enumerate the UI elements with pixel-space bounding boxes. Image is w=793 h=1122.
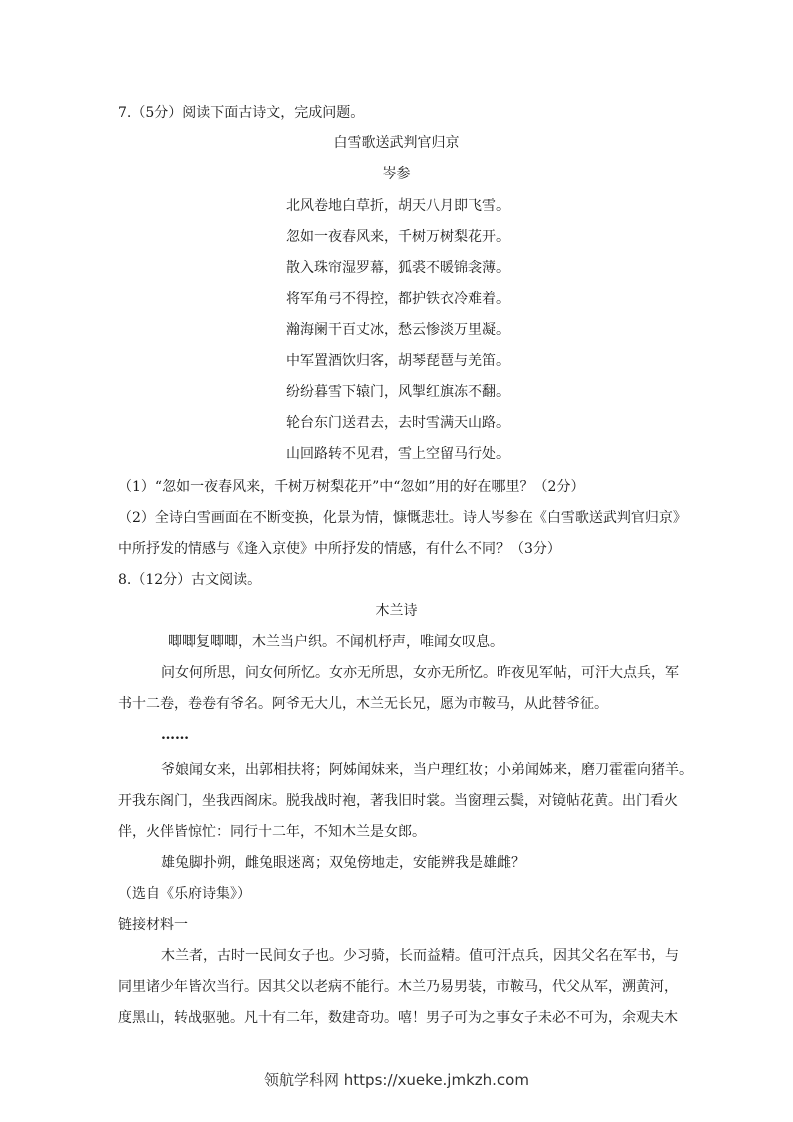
text-paragraph: 唧唧复唧唧，木兰当户织。不闻机杼声，唯闻女叹息。 (168, 634, 504, 650)
ellipsis: …… (161, 727, 189, 743)
poem-line: 轮台东门送君去，去时雪满天山路。 (286, 415, 510, 431)
poem-line: 忽如一夜春风来，千树万树梨花开。 (286, 229, 510, 245)
text-source: （选自《乐府诗集》） (118, 886, 251, 902)
poem-line: 瀚海阑干百丈冰，愁云惨淡万里凝。 (286, 322, 510, 338)
poem-line: 山回路转不见君，雪上空留马行处。 (286, 446, 510, 462)
q7-sub-question-1: （1）“忽如一夜春风来，千树万树梨花开”中“忽如”用的好在哪里？（2分） (118, 479, 585, 495)
poem-line: 中军置酒饮归客，胡琴琵琶与羌笛。 (286, 353, 510, 369)
poem-line: 纷纷暮雪下辕门，风掣红旗冻不翻。 (286, 384, 510, 400)
q8-heading: 8.（12分）古文阅读。 (118, 572, 262, 588)
link-material-paragraph-cont: 度黑山，转战驱驰。凡十有二年，数建奇功。嘻！男子可为之事女子未必不可为，余观夫木 (118, 1010, 678, 1026)
footer-watermark: 领航学科网 https://xueke.jmkzh.com (264, 1071, 529, 1089)
text-paragraph: 问女何所思，问女何所忆。女亦无所思，女亦无所忆。昨夜见军帖，可汗大点兵，军 (161, 665, 679, 681)
link-material-paragraph-cont: 同里诸少年皆次当行。因其父以老病不能行。木兰乃易男装，市鞍马，代父从军，溯黄河， (118, 979, 678, 995)
poem-line: 北风卷地白草折，胡天八月即飞雪。 (286, 198, 510, 214)
q7-sub-question-2-cont: 中所抒发的情感与《逢入京使》中所抒发的情感，有什么不同？（3分） (118, 541, 561, 557)
q7-sub-question-2: （2）全诗白雪画面在不断变换，化景为情，慷慨悲壮。诗人岑参在《白雪歌送武判官归京》 (118, 510, 687, 526)
text-paragraph: 雄兔脚扑朔，雌兔眼迷离；双兔傍地走，安能辨我是雄雌？ (161, 855, 525, 871)
poem-line: 将军角弓不得控，都护铁衣冷难着。 (286, 291, 510, 307)
text-paragraph-cont: 伴，火伴皆惊忙：同行十二年，不知木兰是女郎。 (118, 824, 426, 840)
poem-author: 岑参 (382, 166, 411, 182)
text-paragraph-cont: 书十二卷，卷卷有爷名。阿爷无大儿，木兰无长兄，愿为市鞍马，从此替爷征。 (118, 696, 608, 712)
text-paragraph-cont: 开我东阁门，坐我西阁床。脱我战时袍，著我旧时裳。当窗理云鬓，对镜帖花黄。出门看火 (118, 793, 678, 809)
link-material-paragraph: 木兰者，古时一民间女子也。少习骑，长而益精。值可汗点兵，因其父名在军书，与 (161, 948, 679, 964)
poem-title: 白雪歌送武判官归京 (333, 135, 460, 151)
link-material-heading: 链接材料一 (118, 917, 188, 933)
text-paragraph: 爷娘闻女来，出郭相扶将；阿姊闻妹来，当户理红妆；小弟闻姊来，磨刀霍霍向猪羊。 (161, 762, 693, 778)
poem-line: 散入珠帘湿罗幕，狐裘不暖锦衾薄。 (286, 260, 510, 276)
text-title: 木兰诗 (375, 603, 418, 619)
q7-heading: 7.（5分）阅读下面古诗文，完成问题。 (118, 105, 365, 121)
